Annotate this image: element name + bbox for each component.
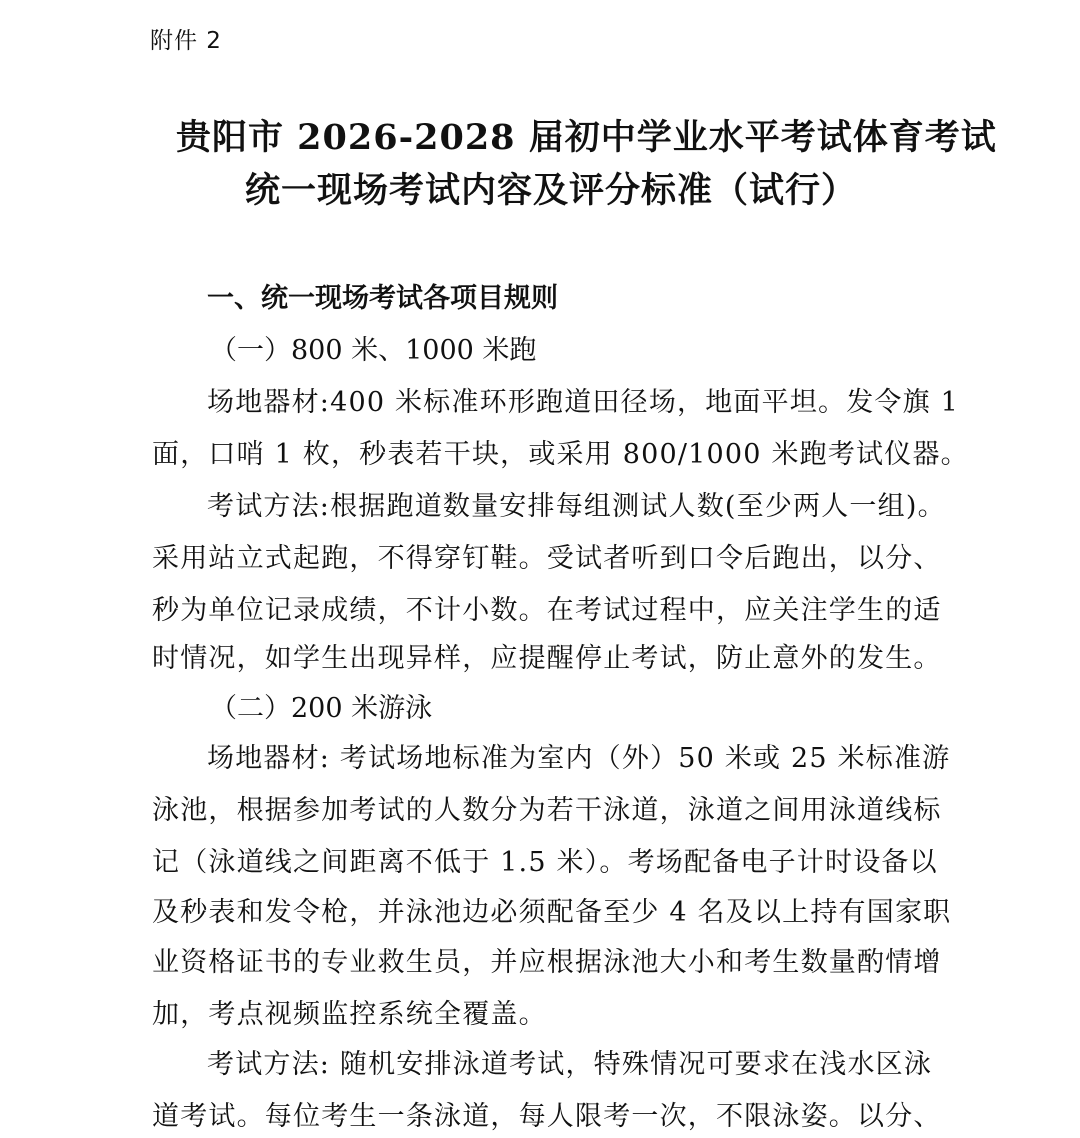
paragraph-line: 泳池，根据参加考试的人数分为若干泳道，泳道之间用泳道线标 (152, 795, 942, 826)
paragraph-line: 加，考点视频监控系统全覆盖。 (152, 999, 547, 1030)
paragraph-line: 场地器材: 考试场地标准为室内（外）50 米或 25 米标准游 (207, 743, 951, 774)
paragraph-line: 面，口哨 1 枚，秒表若干块，或采用 800/1000 米跑考试仪器。 (152, 439, 969, 470)
paragraph-line: 场地器材:400 米标准环形跑道田径场，地面平坦。发令旗 1 (207, 387, 959, 418)
item-heading-swim: （二）200 米游泳 (210, 693, 433, 724)
item-heading-run: （一）800 米、1000 米跑 (210, 335, 537, 366)
document-title-line-2: 统一现场考试内容及评分标准（试行） (245, 170, 858, 211)
document-title-line-1: 贵阳市 2026-2028 届初中学业水平考试体育考试 (176, 117, 997, 158)
paragraph-line: 秒为单位记录成绩，不计小数。在考试过程中，应关注学生的适 (152, 595, 942, 626)
paragraph-line: 道考试。每位考生一条泳道，每人限考一次，不限泳姿。以分、 (152, 1101, 942, 1132)
paragraph-line: 时情况，如学生出现异样，应提醒停止考试，防止意外的发生。 (152, 643, 942, 674)
paragraph-line: 采用站立式起跑，不得穿钉鞋。受试者听到口令后跑出，以分、 (152, 543, 942, 574)
paragraph-line: 及秒表和发令枪，并泳池边必须配备至少 4 名及以上持有国家职 (152, 897, 952, 928)
paragraph-line: 考试方法: 随机安排泳道考试，特殊情况可要求在浅水区泳 (207, 1049, 933, 1080)
paragraph-line: 业资格证书的专业救生员，并应根据泳池大小和考生数量酌情增 (152, 947, 942, 978)
paragraph-line: 记（泳道线之间距离不低于 1.5 米）。考场配备电子计时设备以 (152, 847, 938, 878)
attachment-label: 附件 2 (150, 28, 222, 54)
paragraph-line: 考试方法:根据跑道数量安排每组测试人数(至少两人一组)。 (207, 491, 946, 522)
section-heading: 一、统一现场考试各项目规则 (207, 283, 558, 314)
